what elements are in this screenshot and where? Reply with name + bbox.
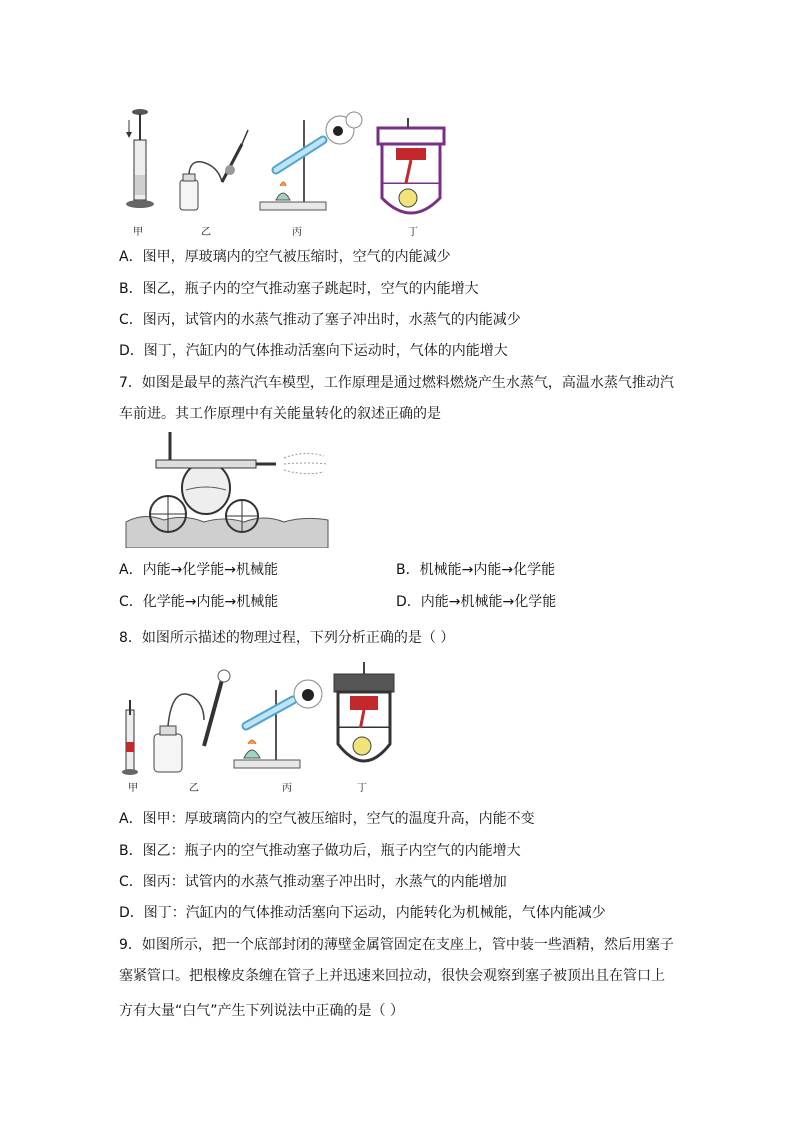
q6-figure	[118, 100, 378, 240]
q9-stem-line2: 塞紧管口。把根橡皮条缠在管子上并迅速来回拉动，很快会观察到塞子被顶出且在管口上	[119, 968, 665, 984]
q8-figure	[118, 660, 448, 780]
q6-caption-ding: 丁	[408, 227, 418, 238]
q6-option-a: A．图甲，厚玻璃内的空气被压缩时，空气的内能减少	[119, 249, 451, 265]
q6-caption-bing: 丙	[292, 227, 302, 238]
q6-option-d: D．图丁，汽缸内的气体推动活塞向下运动时，气体的内能增大	[119, 343, 508, 359]
test-tube-steam-illustration	[234, 680, 322, 768]
q6-option-c: C．图丙，试管内的水蒸气推动了塞子冲出时，水蒸气的内能减少	[119, 312, 521, 328]
steam-car-figure	[124, 430, 330, 548]
q6-option-b: B．图乙，瓶子内的空气推动塞子跳起时，空气的内能增大	[119, 281, 479, 297]
q7-stem-line1: 7．如图是最早的蒸汽汽车模型，工作原理是通过燃料燃烧产生水蒸气，高温水蒸气推动汽	[119, 375, 674, 391]
fire-syringe-illustration	[122, 700, 138, 775]
bottle-pump-illustration	[154, 670, 230, 772]
q8-option-a: A．图甲：厚玻璃筒内的空气被压缩时，空气的温度升高，内能不变	[119, 811, 535, 827]
q8-caption-jia: 甲	[128, 783, 138, 794]
q6-caption-yi: 乙	[201, 227, 211, 238]
test-tube-steam-illustration	[260, 112, 362, 210]
q8-caption-yi: 乙	[189, 783, 199, 794]
q8-option-b: B．图乙：瓶子内的空气推动塞子做功后，瓶子内空气的内能增大	[119, 843, 521, 859]
q7-option-a: A．内能→化学能→机械能	[119, 562, 279, 578]
fire-syringe-illustration	[126, 109, 154, 208]
q7-option-c: C．化学能→内能→机械能	[119, 594, 279, 610]
q8-caption-bing: 丙	[282, 783, 292, 794]
q7-stem-line2: 车前进。其工作原理中有关能量转化的叙述正确的是	[119, 406, 441, 422]
q8-caption-ding: 丁	[357, 783, 367, 794]
bottle-pump-illustration	[180, 130, 248, 210]
q8-option-c: C．图丙：试管内的水蒸气推动塞子冲出时，水蒸气的内能增加	[119, 874, 507, 890]
q9-stem-line1: 9．如图所示，把一个底部封闭的薄壁金属管固定在支座上，管中装一些酒精，然后用塞子	[119, 937, 674, 953]
q8-option-d: D．图丁：汽缸内的气体推动活塞向下运动，内能转化为机械能，气体内能减少	[119, 905, 606, 921]
q8-stem: 8．如图所示描述的物理过程，下列分析正确的是（ ）	[119, 630, 455, 646]
q7-option-d: D．内能→机械能→化学能	[396, 594, 557, 610]
q9-stem-line3: 方有大量“白气”产生下列说法中正确的是（ ）	[119, 1003, 404, 1019]
q6-engine-figure	[376, 118, 446, 222]
q7-option-b: B．机械能→内能→化学能	[396, 562, 556, 578]
engine-illustration	[334, 662, 394, 761]
q6-caption-jia: 甲	[133, 227, 143, 238]
